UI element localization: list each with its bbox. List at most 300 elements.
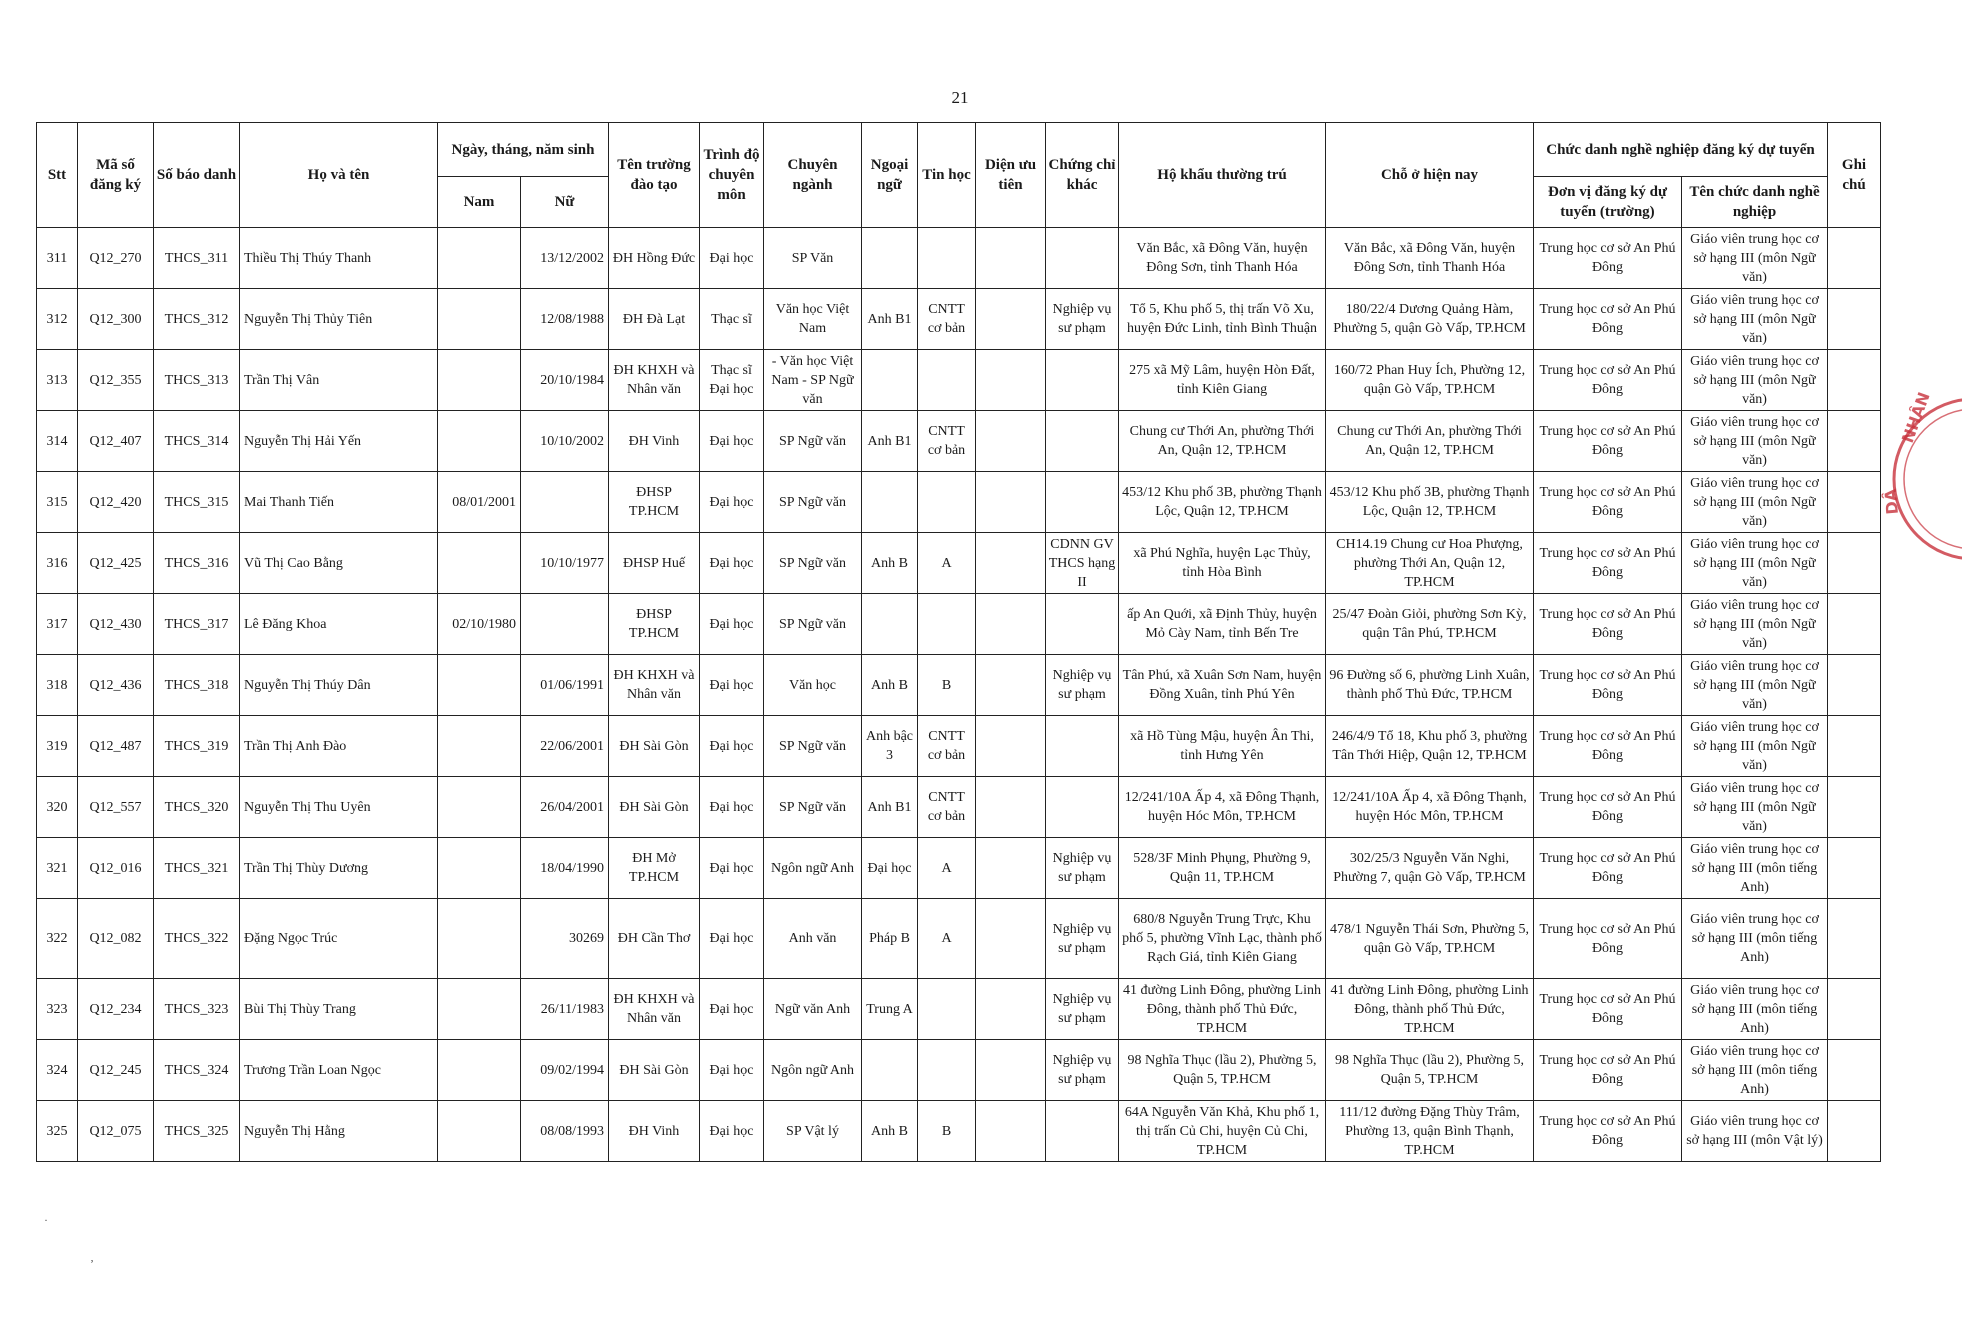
cell-ten-chuc-danh: Giáo viên trung học cơ sở hạng III (môn Ngữ văn): [1682, 411, 1828, 472]
cell-stt: 325: [37, 1101, 78, 1162]
scan-speck: ‚: [90, 1250, 94, 1264]
cell-nam: 02/10/1980: [438, 594, 521, 655]
table-row: [37, 350, 1881, 411]
cell-tin-hoc: A: [918, 838, 976, 899]
cell-ho-ten: Đặng Ngọc Trúc: [240, 899, 438, 979]
cell-truong: ĐH Vinh: [609, 1101, 700, 1162]
cell-dien-uu-tien: [976, 1040, 1046, 1101]
cell-ngoai-ngu: Anh B: [862, 1101, 918, 1162]
header-cho-o: Chỗ ở hiện nay: [1326, 123, 1534, 228]
cell-ho-khau: 528/3F Minh Phụng, Phường 9, Quận 11, TP.HCM: [1119, 838, 1326, 899]
cell-nam: 08/01/2001: [438, 472, 521, 533]
cell-nam: [438, 533, 521, 594]
cell-truong: ĐHSP TP.HCM: [609, 472, 700, 533]
cell-dien-uu-tien: [976, 228, 1046, 289]
cell-chuyen-nganh: Văn học: [764, 655, 862, 716]
cell-ma-so: Q12_557: [78, 777, 154, 838]
cell-ten-chuc-danh: Giáo viên trung học cơ sở hạng III (môn tiếng Anh): [1682, 899, 1828, 979]
cell-ho-ten: Nguyễn Thị Thu Uyên: [240, 777, 438, 838]
cell-dien-uu-tien: [976, 979, 1046, 1040]
cell-ma-so: Q12_300: [78, 289, 154, 350]
cell-ngoai-ngu: Anh B1: [862, 289, 918, 350]
header-ten-chuc-danh: Tên chức danh nghề nghiệp: [1682, 177, 1828, 228]
cell-chung-chi: Nghiệp vụ sư phạm: [1046, 979, 1119, 1040]
cell-ho-khau: Văn Bắc, xã Đông Văn, huyện Đông Sơn, tỉnh Thanh Hóa: [1119, 228, 1326, 289]
cell-cho-o: 98 Nghĩa Thục (lầu 2), Phường 5, Quận 5, TP.HCM: [1326, 1040, 1534, 1101]
cell-chuyen-nganh: Ngôn ngữ Anh: [764, 838, 862, 899]
cell-ho-khau: ấp An Quới, xã Định Thủy, huyện Mỏ Cày Nam, tỉnh Bến Tre: [1119, 594, 1326, 655]
header-tin-hoc: Tin học: [918, 123, 976, 228]
cell-ho-ten: Nguyễn Thị Thúy Dân: [240, 655, 438, 716]
table-header: [37, 123, 1881, 228]
cell-stt: 316: [37, 533, 78, 594]
cell-nu: 20/10/1984: [521, 350, 609, 411]
cell-stt: 313: [37, 350, 78, 411]
cell-ho-khau: Tổ 5, Khu phố 5, thị trấn Võ Xu, huyện Đức Linh, tỉnh Bình Thuận: [1119, 289, 1326, 350]
cell-nu: 13/12/2002: [521, 228, 609, 289]
cell-chuyen-nganh: SP Ngữ văn: [764, 716, 862, 777]
header-nam: Nam: [438, 177, 521, 228]
cell-stt: 320: [37, 777, 78, 838]
cell-stt: 312: [37, 289, 78, 350]
cell-nam: [438, 899, 521, 979]
cell-ngoai-ngu: [862, 472, 918, 533]
cell-nam: [438, 655, 521, 716]
cell-truong: ĐH Hồng Đức: [609, 228, 700, 289]
cell-ghi-chu: [1828, 533, 1881, 594]
cell-chung-chi: [1046, 411, 1119, 472]
cell-ho-khau: 12/241/10A Ấp 4, xã Đông Thạnh, huyện Hóc Môn, TP.HCM: [1119, 777, 1326, 838]
cell-chung-chi: Nghiệp vụ sư phạm: [1046, 655, 1119, 716]
cell-ma-so: Q12_420: [78, 472, 154, 533]
cell-ma-so: Q12_355: [78, 350, 154, 411]
cell-chung-chi: [1046, 777, 1119, 838]
cell-nam: [438, 838, 521, 899]
cell-don-vi: Trung học cơ sở An Phú Đông: [1534, 655, 1682, 716]
official-stamp: [1882, 384, 1962, 574]
cell-chung-chi: [1046, 350, 1119, 411]
cell-cho-o: Văn Bắc, xã Đông Văn, huyện Đông Sơn, tỉnh Thanh Hóa: [1326, 228, 1534, 289]
cell-ma-so: Q12_234: [78, 979, 154, 1040]
cell-ten-chuc-danh: Giáo viên trung học cơ sở hạng III (môn Vật lý): [1682, 1101, 1828, 1162]
cell-dien-uu-tien: [976, 289, 1046, 350]
cell-don-vi: Trung học cơ sở An Phú Đông: [1534, 594, 1682, 655]
table-row: [37, 899, 1881, 979]
cell-nam: [438, 1101, 521, 1162]
cell-truong: ĐHSP Huế: [609, 533, 700, 594]
cell-ho-khau: 41 đường Linh Đông, phường Linh Đông, thành phố Thủ Đức, TP.HCM: [1119, 979, 1326, 1040]
cell-don-vi: Trung học cơ sở An Phú Đông: [1534, 472, 1682, 533]
cell-nu: 01/06/1991: [521, 655, 609, 716]
header-so-bao-danh: Số báo danh: [154, 123, 240, 228]
table-row: [37, 1040, 1881, 1101]
table-body: [37, 228, 1881, 1162]
cell-stt: 319: [37, 716, 78, 777]
cell-ho-ten: Trần Thị Anh Đào: [240, 716, 438, 777]
header-ho-khau: Hộ khẩu thường trú: [1119, 123, 1326, 228]
header-trinh-do: Trình độ chuyên môn: [700, 123, 764, 228]
cell-tin-hoc: CNTT cơ bản: [918, 411, 976, 472]
cell-trinh-do: Đại học: [700, 979, 764, 1040]
cell-ho-ten: Nguyễn Thị Thủy Tiên: [240, 289, 438, 350]
cell-dien-uu-tien: [976, 716, 1046, 777]
cell-tin-hoc: [918, 350, 976, 411]
header-ngay-sinh: Ngày, tháng, năm sinh: [438, 123, 609, 177]
cell-ten-chuc-danh: Giáo viên trung học cơ sở hạng III (môn Ngữ văn): [1682, 533, 1828, 594]
cell-stt: 318: [37, 655, 78, 716]
cell-don-vi: Trung học cơ sở An Phú Đông: [1534, 533, 1682, 594]
cell-chung-chi: Nghiệp vụ sư phạm: [1046, 838, 1119, 899]
cell-so-bao-danh: THCS_317: [154, 594, 240, 655]
cell-chung-chi: [1046, 228, 1119, 289]
cell-so-bao-danh: THCS_322: [154, 899, 240, 979]
cell-nu: 26/04/2001: [521, 777, 609, 838]
cell-cho-o: 180/22/4 Dương Quảng Hàm, Phường 5, quận Gò Vấp, TP.HCM: [1326, 289, 1534, 350]
cell-tin-hoc: [918, 228, 976, 289]
cell-tin-hoc: [918, 594, 976, 655]
cell-stt: 324: [37, 1040, 78, 1101]
cell-don-vi: Trung học cơ sở An Phú Đông: [1534, 716, 1682, 777]
cell-so-bao-danh: THCS_316: [154, 533, 240, 594]
cell-don-vi: Trung học cơ sở An Phú Đông: [1534, 777, 1682, 838]
cell-ho-ten: Bùi Thị Thùy Trang: [240, 979, 438, 1040]
cell-don-vi: Trung học cơ sở An Phú Đông: [1534, 228, 1682, 289]
cell-dien-uu-tien: [976, 655, 1046, 716]
cell-cho-o: CH14.19 Chung cư Hoa Phượng, phường Thới An, Quận 12, TP.HCM: [1326, 533, 1534, 594]
cell-truong: ĐH Sài Gòn: [609, 716, 700, 777]
cell-trinh-do: Đại học: [700, 228, 764, 289]
cell-dien-uu-tien: [976, 594, 1046, 655]
cell-trinh-do: Đại học: [700, 594, 764, 655]
cell-ma-so: Q12_245: [78, 1040, 154, 1101]
cell-cho-o: 302/25/3 Nguyễn Văn Nghi, Phường 7, quận Gò Vấp, TP.HCM: [1326, 838, 1534, 899]
cell-don-vi: Trung học cơ sở An Phú Đông: [1534, 1040, 1682, 1101]
cell-ghi-chu: [1828, 777, 1881, 838]
cell-don-vi: Trung học cơ sở An Phú Đông: [1534, 979, 1682, 1040]
cell-ho-ten: Trần Thị Vân: [240, 350, 438, 411]
cell-trinh-do: Đại học: [700, 899, 764, 979]
table-row: [37, 472, 1881, 533]
cell-dien-uu-tien: [976, 838, 1046, 899]
cell-chuyen-nganh: SP Văn: [764, 228, 862, 289]
cell-so-bao-danh: THCS_320: [154, 777, 240, 838]
cell-ten-chuc-danh: Giáo viên trung học cơ sở hạng III (môn Ngữ văn): [1682, 228, 1828, 289]
cell-ngoai-ngu: Trung A: [862, 979, 918, 1040]
cell-tin-hoc: CNTT cơ bản: [918, 289, 976, 350]
svg-text:DÂ: DÂ: [1880, 488, 1902, 516]
cell-trinh-do: Thạc sĩ: [700, 289, 764, 350]
cell-ten-chuc-danh: Giáo viên trung học cơ sở hạng III (môn Ngữ văn): [1682, 716, 1828, 777]
cell-ngoai-ngu: Anh B: [862, 533, 918, 594]
cell-ma-so: Q12_425: [78, 533, 154, 594]
cell-nu: 12/08/1988: [521, 289, 609, 350]
scan-speck: ·: [44, 1213, 48, 1227]
cell-nam: [438, 716, 521, 777]
cell-dien-uu-tien: [976, 472, 1046, 533]
cell-ten-chuc-danh: Giáo viên trung học cơ sở hạng III (môn tiếng Anh): [1682, 979, 1828, 1040]
cell-don-vi: Trung học cơ sở An Phú Đông: [1534, 899, 1682, 979]
cell-nam: [438, 350, 521, 411]
cell-ho-khau: xã Phú Nghĩa, huyện Lạc Thủy, tỉnh Hòa Bình: [1119, 533, 1326, 594]
cell-dien-uu-tien: [976, 1101, 1046, 1162]
cell-chuyen-nganh: - Văn học Việt Nam - SP Ngữ văn: [764, 350, 862, 411]
cell-chuyen-nganh: SP Ngữ văn: [764, 533, 862, 594]
cell-cho-o: 25/47 Đoàn Giỏi, phường Sơn Kỳ, quận Tân Phú, TP.HCM: [1326, 594, 1534, 655]
cell-stt: 317: [37, 594, 78, 655]
cell-stt: 314: [37, 411, 78, 472]
cell-so-bao-danh: THCS_324: [154, 1040, 240, 1101]
cell-ghi-chu: [1828, 979, 1881, 1040]
cell-ten-chuc-danh: Giáo viên trung học cơ sở hạng III (môn Ngữ văn): [1682, 655, 1828, 716]
cell-ngoai-ngu: [862, 1040, 918, 1101]
cell-ho-khau: xã Hồ Tùng Mậu, huyện Ân Thi, tỉnh Hưng Yên: [1119, 716, 1326, 777]
cell-ma-so: Q12_016: [78, 838, 154, 899]
cell-tin-hoc: A: [918, 899, 976, 979]
cell-truong: ĐH Cần Thơ: [609, 899, 700, 979]
cell-cho-o: 453/12 Khu phố 3B, phường Thạnh Lộc, Quận 12, TP.HCM: [1326, 472, 1534, 533]
cell-trinh-do: Đại học: [700, 777, 764, 838]
cell-chung-chi: [1046, 594, 1119, 655]
header-don-vi: Đơn vị đăng ký dự tuyển (trường): [1534, 177, 1682, 228]
cell-ho-ten: Trần Thị Thùy Dương: [240, 838, 438, 899]
cell-ngoai-ngu: [862, 350, 918, 411]
cell-tin-hoc: CNTT cơ bản: [918, 777, 976, 838]
cell-chuyen-nganh: SP Ngữ văn: [764, 594, 862, 655]
cell-chuyen-nganh: SP Ngữ văn: [764, 472, 862, 533]
cell-tin-hoc: CNTT cơ bản: [918, 716, 976, 777]
cell-ho-ten: Vũ Thị Cao Bằng: [240, 533, 438, 594]
cell-ten-chuc-danh: Giáo viên trung học cơ sở hạng III (môn Ngữ văn): [1682, 594, 1828, 655]
cell-ten-chuc-danh: Giáo viên trung học cơ sở hạng III (môn Ngữ văn): [1682, 289, 1828, 350]
cell-dien-uu-tien: [976, 533, 1046, 594]
cell-so-bao-danh: THCS_323: [154, 979, 240, 1040]
cell-ghi-chu: [1828, 350, 1881, 411]
cell-ghi-chu: [1828, 1040, 1881, 1101]
cell-ma-so: Q12_407: [78, 411, 154, 472]
table-row: [37, 533, 1881, 594]
cell-chung-chi: [1046, 1101, 1119, 1162]
cell-cho-o: 41 đường Linh Đông, phường Linh Đông, thành phố Thủ Đức, TP.HCM: [1326, 979, 1534, 1040]
cell-dien-uu-tien: [976, 899, 1046, 979]
cell-stt: 321: [37, 838, 78, 899]
cell-ho-ten: Lê Đăng Khoa: [240, 594, 438, 655]
cell-stt: 323: [37, 979, 78, 1040]
cell-truong: ĐH KHXH và Nhân văn: [609, 979, 700, 1040]
cell-ho-ten: Trương Trần Loan Ngọc: [240, 1040, 438, 1101]
cell-so-bao-danh: THCS_321: [154, 838, 240, 899]
cell-chung-chi: [1046, 472, 1119, 533]
cell-chuyen-nganh: Anh văn: [764, 899, 862, 979]
cell-chuyen-nganh: Ngữ văn Anh: [764, 979, 862, 1040]
cell-tin-hoc: [918, 472, 976, 533]
cell-ngoai-ngu: Đại học: [862, 838, 918, 899]
cell-ma-so: Q12_075: [78, 1101, 154, 1162]
page-number: 21: [951, 88, 969, 107]
cell-trinh-do: Đại học: [700, 411, 764, 472]
cell-ghi-chu: [1828, 899, 1881, 979]
cell-ten-chuc-danh: Giáo viên trung học cơ sở hạng III (môn Ngữ văn): [1682, 472, 1828, 533]
cell-ghi-chu: [1828, 228, 1881, 289]
cell-ghi-chu: [1828, 1101, 1881, 1162]
cell-ma-so: Q12_430: [78, 594, 154, 655]
table-row: [37, 228, 1881, 289]
cell-tin-hoc: A: [918, 533, 976, 594]
cell-ngoai-ngu: Anh B1: [862, 777, 918, 838]
cell-dien-uu-tien: [976, 411, 1046, 472]
cell-chuyen-nganh: Văn học Việt Nam: [764, 289, 862, 350]
cell-truong: ĐH KHXH và Nhân văn: [609, 655, 700, 716]
cell-ho-khau: 64A Nguyễn Văn Khả, Khu phố 1, thị trấn Củ Chi, huyện Củ Chi, TP.HCM: [1119, 1101, 1326, 1162]
cell-trinh-do: Đại học: [700, 472, 764, 533]
cell-ma-so: Q12_082: [78, 899, 154, 979]
cell-trinh-do: Đại học: [700, 1040, 764, 1101]
cell-ma-so: Q12_270: [78, 228, 154, 289]
cell-stt: 311: [37, 228, 78, 289]
cell-nam: [438, 979, 521, 1040]
table-row: [37, 716, 1881, 777]
cell-tin-hoc: B: [918, 655, 976, 716]
cell-trinh-do: Đại học: [700, 716, 764, 777]
cell-truong: ĐH Mở TP.HCM: [609, 838, 700, 899]
table-row: [37, 979, 1881, 1040]
cell-chuyen-nganh: SP Ngữ văn: [764, 411, 862, 472]
cell-ho-khau: 680/8 Nguyễn Trung Trực, Khu phố 5, phường Vĩnh Lạc, thành phố Rạch Giá, tỉnh Kiên Giang: [1119, 899, 1326, 979]
header-chuc-danh: Chức danh nghề nghiệp đăng ký dự tuyển: [1534, 123, 1828, 177]
cell-ho-khau: 98 Nghĩa Thục (lầu 2), Phường 5, Quận 5, TP.HCM: [1119, 1040, 1326, 1101]
cell-stt: 315: [37, 472, 78, 533]
header-ho-ten: Họ và tên: [240, 123, 438, 228]
cell-ghi-chu: [1828, 289, 1881, 350]
cell-trinh-do: Đại học: [700, 1101, 764, 1162]
header-ghi-chu: Ghi chú: [1828, 123, 1881, 228]
table-row: [37, 594, 1881, 655]
table-row: [37, 655, 1881, 716]
cell-ho-khau: Tân Phú, xã Xuân Sơn Nam, huyện Đồng Xuân, tỉnh Phú Yên: [1119, 655, 1326, 716]
cell-ghi-chu: [1828, 411, 1881, 472]
cell-ngoai-ngu: Anh bậc 3: [862, 716, 918, 777]
cell-so-bao-danh: THCS_315: [154, 472, 240, 533]
cell-ngoai-ngu: Anh B1: [862, 411, 918, 472]
cell-ten-chuc-danh: Giáo viên trung học cơ sở hạng III (môn tiếng Anh): [1682, 838, 1828, 899]
cell-ten-chuc-danh: Giáo viên trung học cơ sở hạng III (môn tiếng Anh): [1682, 1040, 1828, 1101]
cell-ngoai-ngu: Pháp B: [862, 899, 918, 979]
cell-don-vi: Trung học cơ sở An Phú Đông: [1534, 350, 1682, 411]
cell-chuyen-nganh: Ngôn ngữ Anh: [764, 1040, 862, 1101]
table-row: [37, 289, 1881, 350]
cell-ma-so: Q12_436: [78, 655, 154, 716]
cell-truong: ĐHSP TP.HCM: [609, 594, 700, 655]
candidate-table: [36, 122, 1881, 1162]
cell-cho-o: 160/72 Phan Huy Ích, Phường 12, quận Gò Vấp, TP.HCM: [1326, 350, 1534, 411]
cell-trinh-do: Đại học: [700, 533, 764, 594]
cell-cho-o: Chung cư Thới An, phường Thới An, Quận 12, TP.HCM: [1326, 411, 1534, 472]
header-truong: Tên trường đào tạo: [609, 123, 700, 228]
cell-nu: [521, 594, 609, 655]
cell-tin-hoc: [918, 1040, 976, 1101]
cell-so-bao-danh: THCS_312: [154, 289, 240, 350]
cell-trinh-do: Đại học: [700, 655, 764, 716]
cell-ho-khau: 275 xã Mỹ Lâm, huyện Hòn Đất, tỉnh Kiên Giang: [1119, 350, 1326, 411]
cell-nu: 10/10/1977: [521, 533, 609, 594]
cell-tin-hoc: B: [918, 1101, 976, 1162]
cell-nam: [438, 411, 521, 472]
cell-ghi-chu: [1828, 838, 1881, 899]
cell-cho-o: 246/4/9 Tổ 18, Khu phố 3, phường Tân Thới Hiệp, Quận 12, TP.HCM: [1326, 716, 1534, 777]
cell-cho-o: 111/12 đường Đặng Thùy Trâm, Phường 13, quận Bình Thạnh, TP.HCM: [1326, 1101, 1534, 1162]
cell-so-bao-danh: THCS_313: [154, 350, 240, 411]
cell-nu: 26/11/1983: [521, 979, 609, 1040]
cell-truong: ĐH Sài Gòn: [609, 1040, 700, 1101]
cell-truong: ĐH KHXH và Nhân văn: [609, 350, 700, 411]
cell-nu: 22/06/2001: [521, 716, 609, 777]
cell-ghi-chu: [1828, 594, 1881, 655]
cell-ghi-chu: [1828, 472, 1881, 533]
cell-dien-uu-tien: [976, 777, 1046, 838]
cell-stt: 322: [37, 899, 78, 979]
cell-ten-chuc-danh: Giáo viên trung học cơ sở hạng III (môn Ngữ văn): [1682, 350, 1828, 411]
table-row: [37, 777, 1881, 838]
svg-text:NHÂN: NHÂN: [1897, 389, 1934, 446]
cell-ngoai-ngu: [862, 594, 918, 655]
cell-chuyen-nganh: SP Vật lý: [764, 1101, 862, 1162]
cell-nu: 08/08/1993: [521, 1101, 609, 1162]
cell-cho-o: 478/1 Nguyễn Thái Sơn, Phường 5, quận Gò Vấp, TP.HCM: [1326, 899, 1534, 979]
cell-ho-ten: Mai Thanh Tiến: [240, 472, 438, 533]
cell-chuyen-nganh: SP Ngữ văn: [764, 777, 862, 838]
cell-nam: [438, 228, 521, 289]
cell-nu: 30269: [521, 899, 609, 979]
cell-truong: ĐH Đà Lạt: [609, 289, 700, 350]
cell-don-vi: Trung học cơ sở An Phú Đông: [1534, 1101, 1682, 1162]
cell-nam: [438, 777, 521, 838]
table-row: [37, 411, 1881, 472]
cell-trinh-do: Thạc sĩ Đại học: [700, 350, 764, 411]
cell-ho-ten: Nguyễn Thị Hải Yến: [240, 411, 438, 472]
cell-so-bao-danh: THCS_319: [154, 716, 240, 777]
header-ma-so: Mã số đăng ký: [78, 123, 154, 228]
table-row: [37, 1101, 1881, 1162]
table-row: [37, 838, 1881, 899]
cell-cho-o: 12/241/10A Ấp 4, xã Đông Thạnh, huyện Hóc Môn, TP.HCM: [1326, 777, 1534, 838]
header-chung-chi: Chứng chỉ khác: [1046, 123, 1119, 228]
cell-cho-o: 96 Đường số 6, phường Linh Xuân, thành phố Thủ Đức, TP.HCM: [1326, 655, 1534, 716]
cell-nam: [438, 289, 521, 350]
cell-nu: 10/10/2002: [521, 411, 609, 472]
cell-so-bao-danh: THCS_311: [154, 228, 240, 289]
cell-ghi-chu: [1828, 655, 1881, 716]
cell-don-vi: Trung học cơ sở An Phú Đông: [1534, 838, 1682, 899]
header-chuyen-nganh: Chuyên ngành: [764, 123, 862, 228]
header-nu: Nữ: [521, 177, 609, 228]
cell-ho-ten: Nguyễn Thị Hằng: [240, 1101, 438, 1162]
cell-so-bao-danh: THCS_325: [154, 1101, 240, 1162]
cell-chung-chi: Nghiệp vụ sư phạm: [1046, 899, 1119, 979]
cell-nu: 09/02/1994: [521, 1040, 609, 1101]
cell-ma-so: Q12_487: [78, 716, 154, 777]
header-stt: Stt: [37, 123, 78, 228]
cell-dien-uu-tien: [976, 350, 1046, 411]
cell-truong: ĐH Sài Gòn: [609, 777, 700, 838]
cell-so-bao-danh: THCS_314: [154, 411, 240, 472]
cell-truong: ĐH Vinh: [609, 411, 700, 472]
cell-ngoai-ngu: [862, 228, 918, 289]
cell-ngoai-ngu: Anh B: [862, 655, 918, 716]
cell-chung-chi: Nghiệp vụ sư phạm: [1046, 1040, 1119, 1101]
cell-trinh-do: Đại học: [700, 838, 764, 899]
cell-so-bao-danh: THCS_318: [154, 655, 240, 716]
cell-tin-hoc: [918, 979, 976, 1040]
header-ngoai-ngu: Ngoại ngữ: [862, 123, 918, 228]
